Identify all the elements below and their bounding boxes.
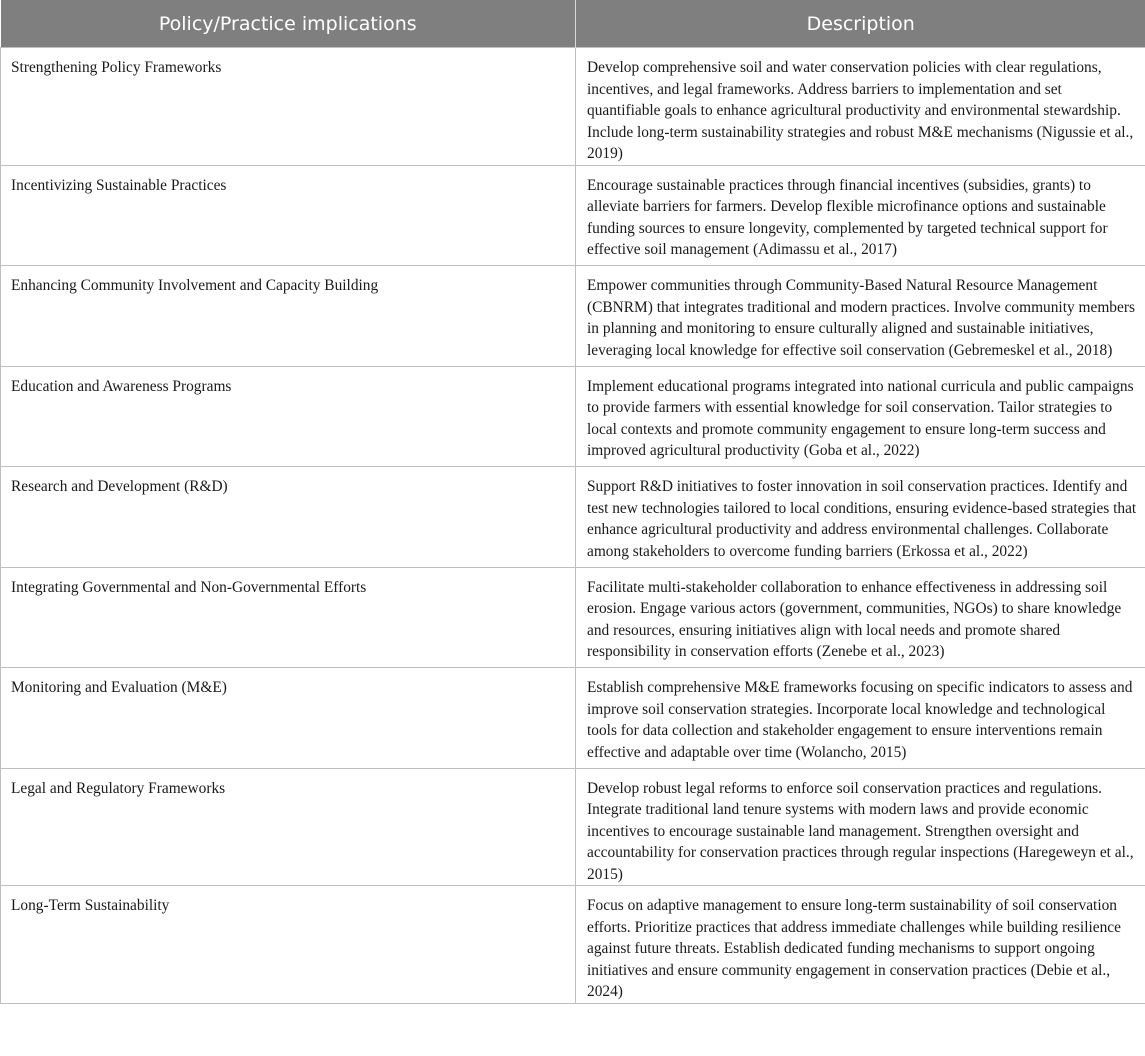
description-cell: Encourage sustainable practices through financial incentives (subsidies, grants) to alleviate barriers for farmers. Develop flexible microfinance options and sustainable funding sources to ensure longevity, complemented by targeted technical support for effective soil management (Adimassu et al., 2017) — [576, 165, 1145, 266]
table-row — [1, 266, 1145, 367]
table-row — [1, 886, 1145, 1004]
table-body — [1, 48, 1145, 1004]
implication-cell: Integrating Governmental and Non-Governmental Efforts — [1, 567, 576, 668]
implication-cell: Monitoring and Evaluation (M&E) — [1, 668, 576, 769]
header-policy-implications: Policy/Practice implications — [1, 0, 576, 48]
description-cell: Support R&D initiatives to foster innovation in soil conservation practices. Identify and test new technologies tailored to local conditions, ensuring evidence-based strategies that enhance agricultural productivity and address environmental challenges. Collaborate among stakeholders to overcome funding barriers (Erkossa et al., 2022) — [576, 467, 1145, 568]
table-row — [1, 768, 1145, 886]
implication-cell: Legal and Regulatory Frameworks — [1, 768, 576, 886]
table-header — [1, 0, 1145, 48]
implication-cell: Research and Development (R&D) — [1, 467, 576, 568]
description-cell: Develop comprehensive soil and water conservation policies with clear regulations, incentives, and legal frameworks. Address barriers to implementation and set quantifiable goals to enhance agricultural productivity and environmental stewardship. Include long-term sustainability strategies and robust M&E mechanisms (Nigussie et al., 2019) — [576, 48, 1145, 166]
table-row — [1, 668, 1145, 769]
implication-cell: Long-Term Sustainability — [1, 886, 576, 1004]
description-cell: Empower communities through Community-Based Natural Resource Management (CBNRM) that integrates traditional and modern practices. Involve community members in planning and monitoring to ensure culturally aligned and sustainable initiatives, leveraging local knowledge for effective soil conservation (Gebremeskel et al., 2018) — [576, 266, 1145, 367]
table-row — [1, 165, 1145, 266]
header-row — [1, 0, 1145, 48]
table-row — [1, 567, 1145, 668]
implication-cell: Strengthening Policy Frameworks — [1, 48, 576, 166]
table-row — [1, 467, 1145, 568]
description-cell: Focus on adaptive management to ensure long-term sustainability of soil conservation efforts. Prioritize practices that address immediate challenges while building resilience against future threats. Establish dedicated funding mechanisms to support ongoing initiatives and ensure community engagement in conservation practices (Debie et al., 2024) — [576, 886, 1145, 1004]
implication-cell: Education and Awareness Programs — [1, 366, 576, 467]
description-cell: Implement educational programs integrated into national curricula and public campaigns to provide farmers with essential knowledge for soil conservation. Tailor strategies to local contexts and promote community engagement to ensure long-term success and improved agricultural productivity (Goba et al., 2022) — [576, 366, 1145, 467]
table-row — [1, 366, 1145, 467]
description-cell: Develop robust legal reforms to enforce soil conservation practices and regulations. Integrate traditional land tenure systems with modern laws and provide economic incentives to encourage sustainable land management. Strengthen oversight and accountability for conservation practices through regular inspections (Haregeweyn et al., 2015) — [576, 768, 1145, 886]
table-row — [1, 48, 1145, 166]
description-cell: Facilitate multi-stakeholder collaboration to enhance effectiveness in addressing soil erosion. Engage various actors (government, communities, NGOs) to share knowledge and resources, ensuring initiatives align with local needs and promote shared responsibility in conservation efforts (Zenebe et al., 2023) — [576, 567, 1145, 668]
implication-cell: Enhancing Community Involvement and Capacity Building — [1, 266, 576, 367]
implication-cell: Incentivizing Sustainable Practices — [1, 165, 576, 266]
header-description: Description — [576, 0, 1145, 48]
description-cell: Establish comprehensive M&E frameworks focusing on specific indicators to assess and improve soil conservation strategies. Incorporate local knowledge and technological tools for data collection and stakeholder engagement to ensure interventions remain effective and adaptable over time (Wolancho, 2015) — [576, 668, 1145, 769]
